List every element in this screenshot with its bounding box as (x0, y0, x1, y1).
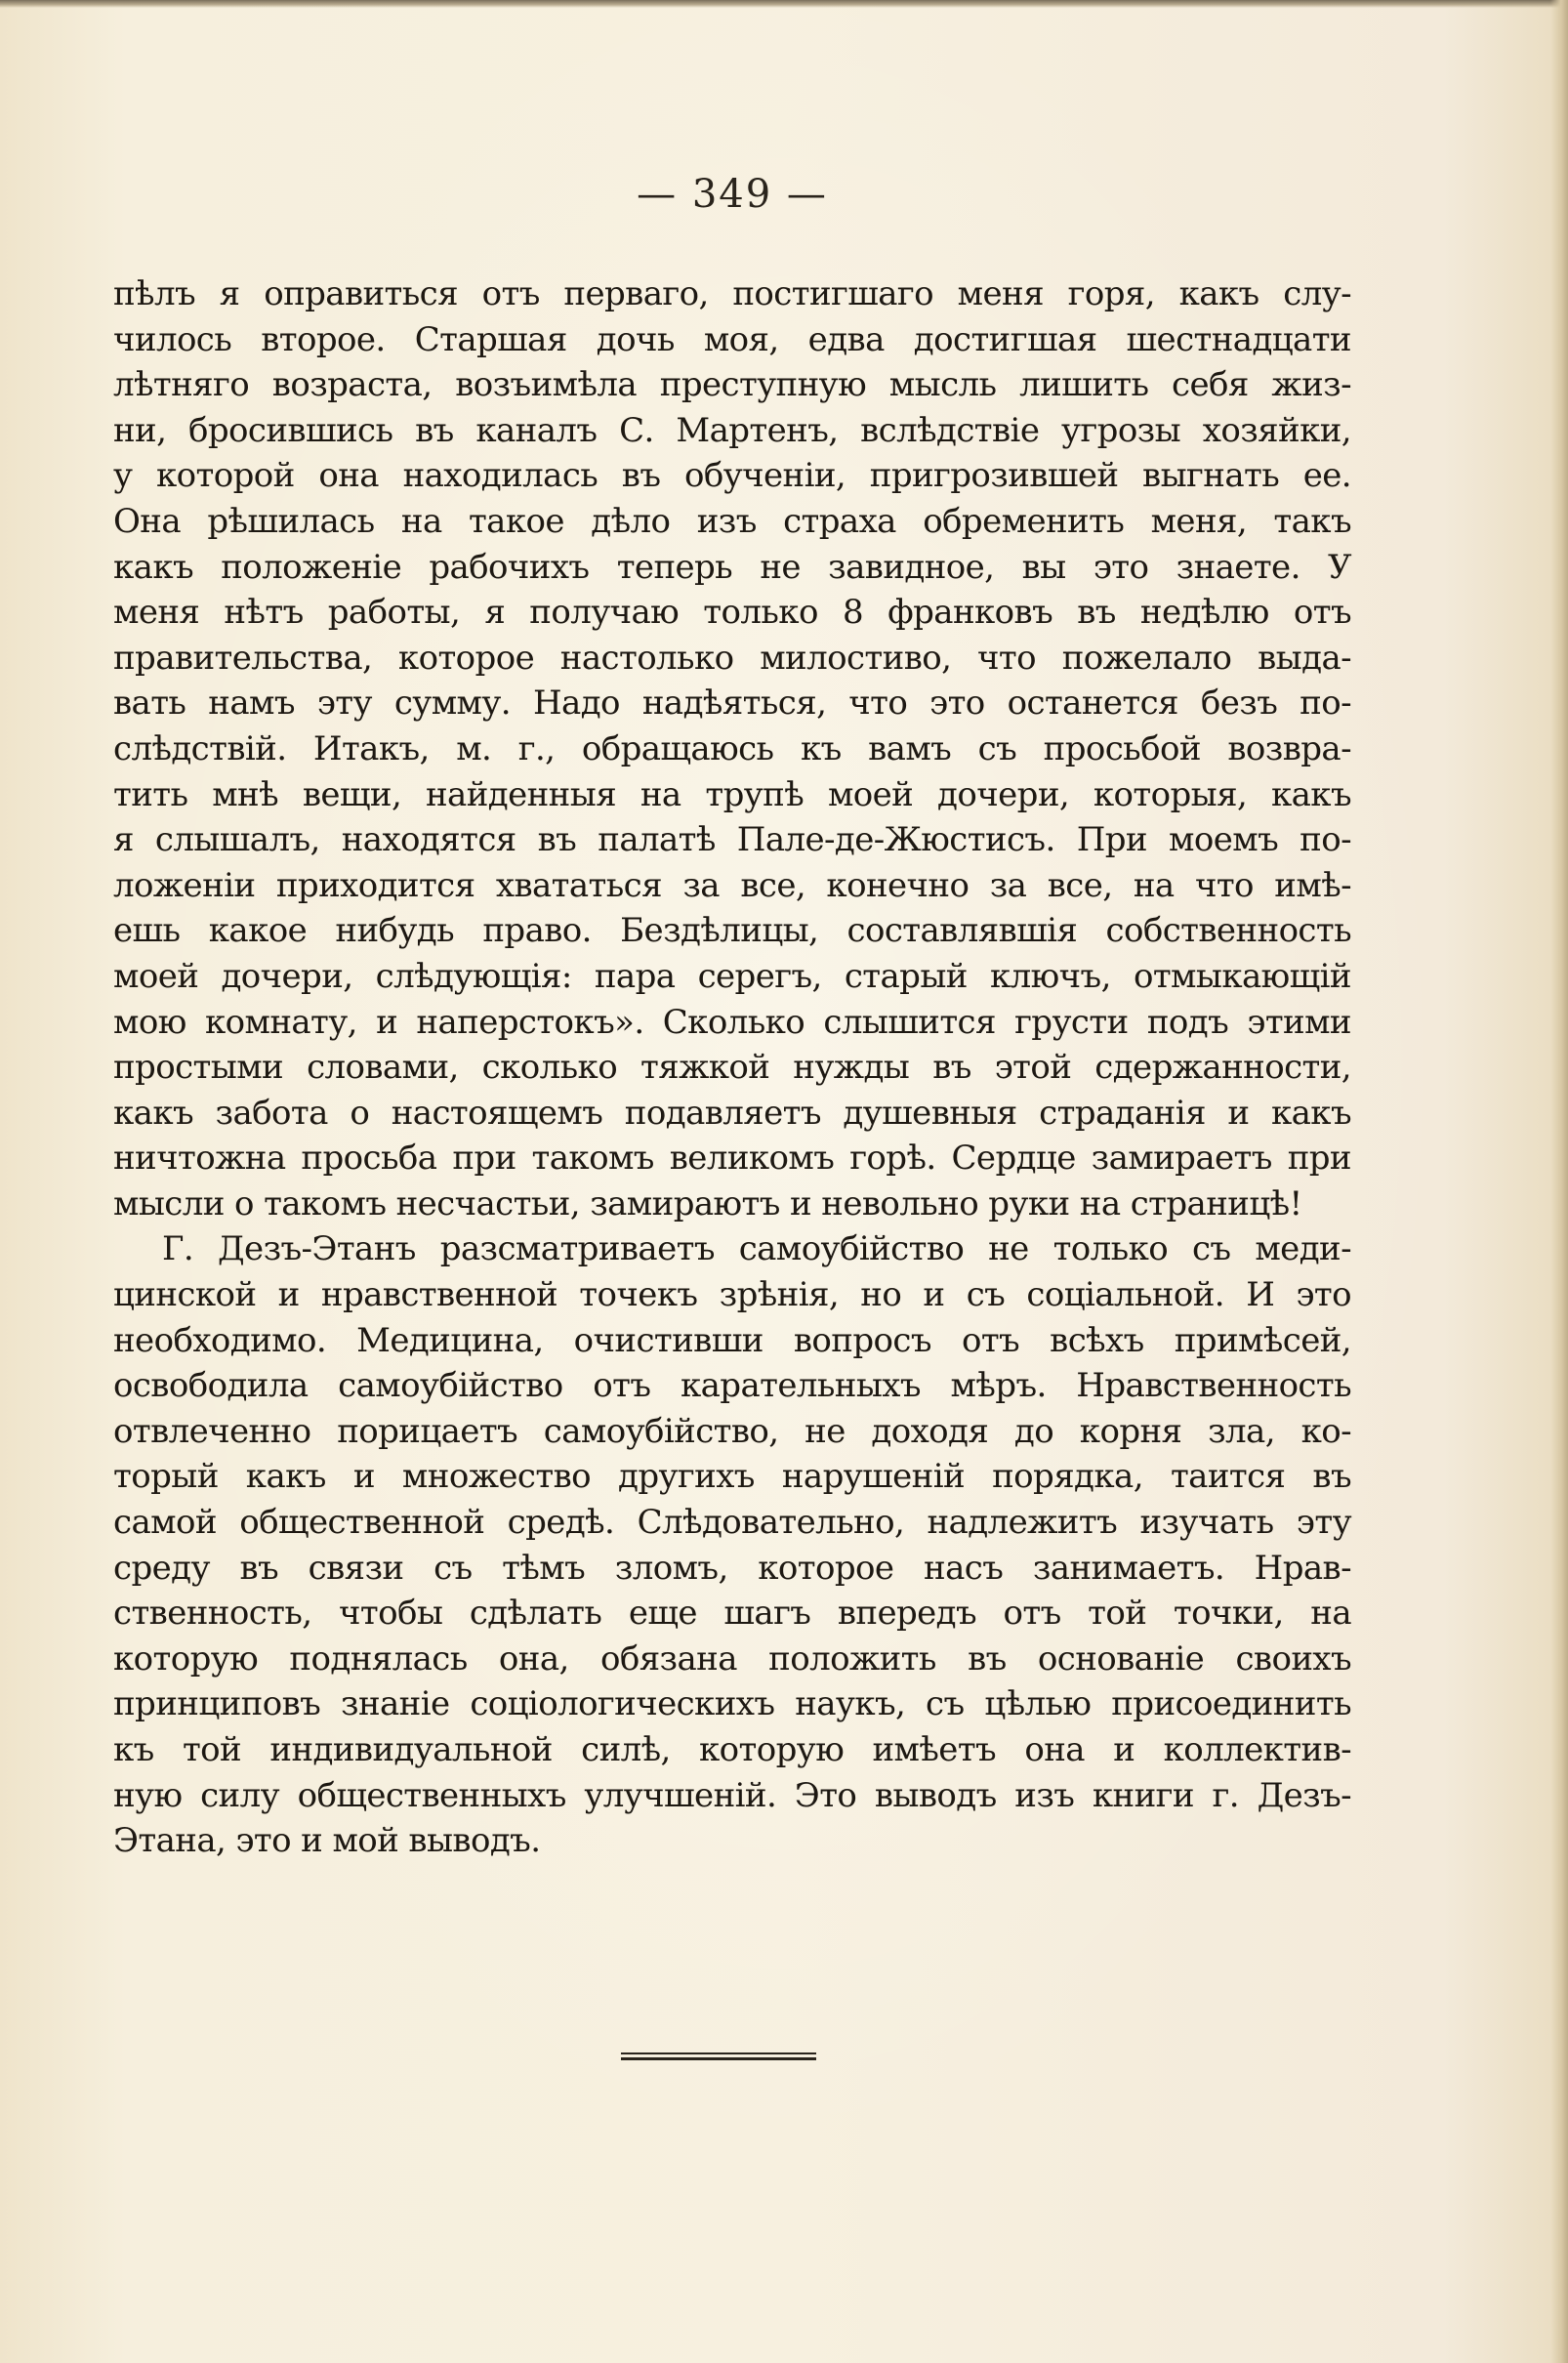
text-line: правительства, которое настолько милостиво, что пожелало выда- (113, 638, 1351, 678)
paragraph-start-line: Г. Дезъ-Этанъ разсматриваетъ самоубійство не только съ меди- (162, 1229, 1351, 1269)
body-text (113, 271, 1351, 1864)
text-line: ни, бросившись въ каналъ С. Мартенъ, вслѣдствіе угрозы хозяйки, (113, 410, 1351, 450)
text-line: ственность, чтобы сдѣлать еще шагъ впередъ отъ той точки, на (113, 1594, 1351, 1634)
text-line: принциповъ знаніе соціологическихъ наукъ, съ цѣлью присоединить (113, 1684, 1351, 1724)
text-line: вать намъ эту сумму. Надо надѣяться, что это останется безъ по- (113, 684, 1351, 724)
text-line: самой общественной средѣ. Слѣдовательно, надлежитъ изучать эту (113, 1503, 1351, 1543)
text-line: ную силу общественныхъ улучшеній. Это выводъ изъ книги г. Дезъ- (113, 1775, 1351, 1815)
text-line: меня нѣтъ работы, я получаю только 8 франковъ въ недѣлю отъ (113, 593, 1351, 633)
text-line: къ той индивидуальной силѣ, которую имѣетъ она и коллектив- (113, 1730, 1351, 1769)
text-line: Она рѣшилась на такое дѣло изъ страха обременить меня, такъ (113, 501, 1351, 541)
text-line: ешь какое нибудь право. Бездѣлицы, составлявшія собственность (113, 911, 1351, 951)
text-line: освободила самоубійство отъ карательныхъ мѣръ. Нравственность (113, 1366, 1351, 1406)
page-top-edge (0, 0, 1568, 8)
text-line: пѣлъ я оправиться отъ перваго, постигшаго меня горя, какъ слу- (113, 274, 1351, 313)
text-line: чилось второе. Старшая дочь моя, едва достигшая шестнадцати (113, 319, 1351, 359)
text-line: я слышалъ, находятся въ палатѣ Пале-де-Жюстисъ. При моемъ по- (113, 820, 1351, 860)
text-line: простыми словами, сколько тяжкой нужды въ этой сдержанности, (113, 1048, 1351, 1088)
text-line: ложеніи приходится хвататься за все, конечно за все, на что имѣ- (113, 865, 1351, 905)
text-line: у которой она находилась въ обученіи, пригрозившей выгнать ее. (113, 456, 1351, 496)
text-line: цинской и нравственной точекъ зрѣнія, но и съ соціальной. И это (113, 1275, 1351, 1315)
rule-thick (621, 2057, 816, 2060)
page-right-edge (1550, 0, 1568, 2363)
page-number: — 349 — (637, 172, 828, 217)
text-line: ничтожна просьба при такомъ великомъ горѣ. Сердце замираетъ при (113, 1139, 1351, 1179)
text-line: которую поднялась она, обязана положить въ основаніе своихъ (113, 1638, 1351, 1679)
paragraph-end-line: мысли о такомъ несчастьи, замираютъ и невольно руки на страницѣ! (113, 1183, 1302, 1223)
text-line: слѣдствій. Итакъ, м. г., обращаюсь къ вамъ съ просьбой возвра- (113, 728, 1351, 768)
text-line: лѣтняго возраста, возъимѣла преступную мысль лишить себя жиз- (113, 365, 1351, 405)
text-line: какъ забота о настоящемъ подавляетъ душевныя страданія и какъ (113, 1093, 1351, 1133)
text-line: мою комнату, и наперстокъ». Сколько слышится грусти подъ этими (113, 1002, 1351, 1042)
text-line: какъ положеніе рабочихъ теперь не завидное, вы это знаете. У (113, 547, 1351, 587)
text-line: необходимо. Медицина, очистивши вопросъ отъ всѣхъ примѣсей, (113, 1320, 1351, 1360)
text-line: среду въ связи съ тѣмъ зломъ, которое насъ занимаетъ. Нрав- (113, 1548, 1351, 1588)
paragraph-end-line: Этана, это и мой выводъ. (113, 1821, 541, 1861)
text-line: отвлеченно порицаетъ самоубійство, не доходя до корня зла, ко- (113, 1411, 1351, 1451)
section-end-rule (621, 2051, 816, 2062)
text-line: тить мнѣ вещи, найденныя на трупѣ моей дочери, которыя, какъ (113, 774, 1351, 814)
text-line: моей дочери, слѣдующія: пара серегъ, старый ключъ, отмыкающій (113, 956, 1351, 996)
rule-thin (621, 2052, 816, 2054)
text-line: торый какъ и множество другихъ нарушеній порядка, таится въ (113, 1457, 1351, 1497)
